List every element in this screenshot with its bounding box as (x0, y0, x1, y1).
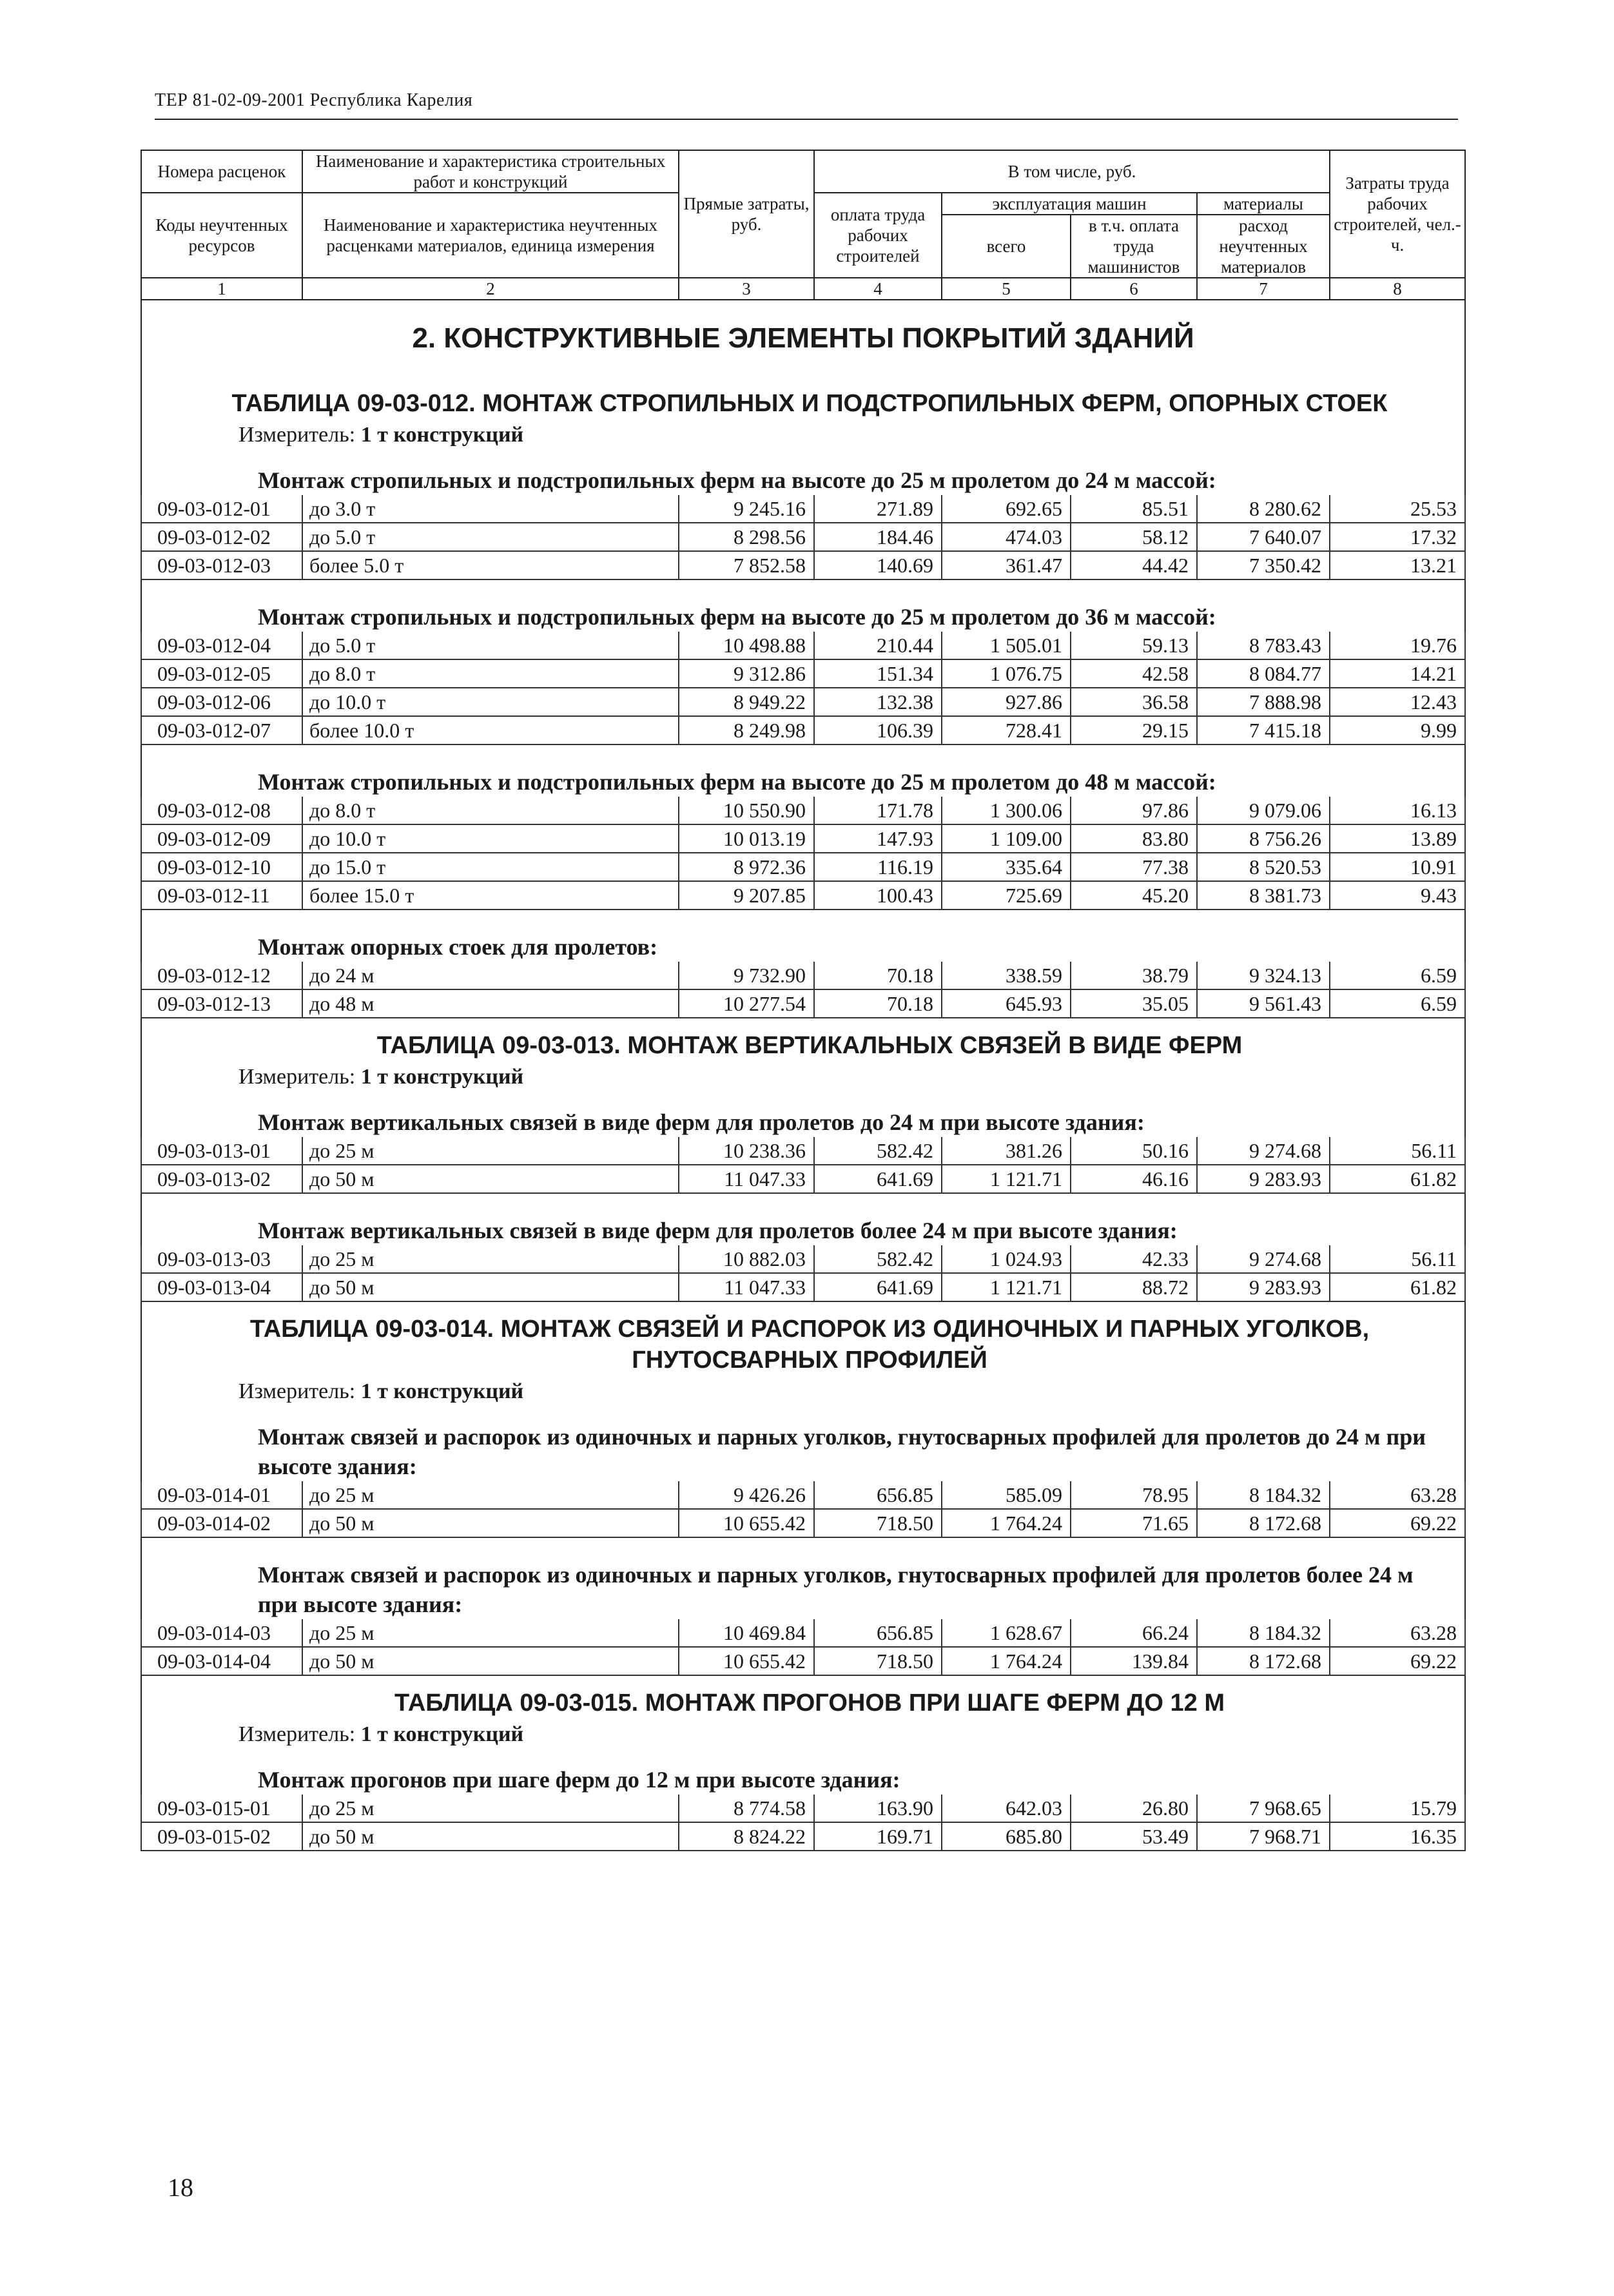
rate-code-cell: 09-03-013-01 (141, 1137, 302, 1165)
value-cell: 7 415.18 (1197, 716, 1330, 744)
price-table (141, 150, 1466, 1851)
table-row (141, 523, 1465, 551)
group-title-row (141, 1094, 1465, 1137)
value-cell: 36.58 (1071, 688, 1197, 716)
value-cell: 19.76 (1330, 632, 1465, 659)
value-cell: 7 968.71 (1197, 1822, 1330, 1851)
value-cell: 1 121.71 (942, 1273, 1071, 1301)
rate-code-cell: 09-03-012-02 (141, 523, 302, 551)
column-number: 2 (302, 278, 679, 300)
value-cell: 725.69 (942, 881, 1071, 910)
group-title-row (141, 1752, 1465, 1795)
value-cell: 9 324.13 (1197, 962, 1330, 989)
table-title: ТАБЛИЦА 09-03-012. МОНТАЖ СТРОПИЛЬНЫХ И ПОДСТРОПИЛЬНЫХ ФЕРМ, ОПОРНЫХ СТОЕК (231, 390, 1388, 417)
header-col6: в т.ч. оплата труда машинистов (1071, 215, 1197, 278)
description-cell: до 10.0 т (302, 824, 679, 853)
value-cell: 85.51 (1071, 495, 1197, 523)
value-cell: 9.43 (1330, 881, 1465, 910)
value-cell: 9 426.26 (679, 1481, 814, 1509)
value-cell: 10 655.42 (679, 1509, 814, 1537)
value-cell: 63.28 (1330, 1481, 1465, 1509)
measure-value: 1 т конструкций (360, 1065, 524, 1089)
measure-unit (142, 1718, 1464, 1752)
table-row (141, 853, 1465, 881)
value-cell: 10 882.03 (679, 1245, 814, 1273)
value-cell: 29.15 (1071, 716, 1197, 744)
description-cell: до 15.0 т (302, 853, 679, 881)
group-title-row (141, 1409, 1465, 1481)
value-cell: 147.93 (814, 824, 942, 853)
value-cell: 69.22 (1330, 1509, 1465, 1537)
running-head: ТЕР 81-02-09-2001 Республика Карелия (155, 90, 473, 110)
value-cell: 13.89 (1330, 824, 1465, 853)
value-cell: 1 628.67 (942, 1619, 1071, 1647)
value-cell: 26.80 (1071, 1795, 1197, 1822)
value-cell: 70.18 (814, 962, 942, 989)
measure-label: Измеритель: (238, 423, 356, 447)
table-row (141, 1647, 1465, 1675)
description-cell: до 5.0 т (302, 523, 679, 551)
value-cell: 8 172.68 (1197, 1647, 1330, 1675)
group-title: Монтаж прогонов при шаге ферм до 12 м при высоте здания: (258, 1767, 900, 1793)
page-number: 18 (168, 2173, 193, 2202)
value-cell: 728.41 (942, 716, 1071, 744)
value-cell: 69.22 (1330, 1647, 1465, 1675)
table-row (141, 824, 1465, 853)
value-cell: 692.65 (942, 495, 1071, 523)
description-cell: до 25 м (302, 1795, 679, 1822)
value-cell: 8 783.43 (1197, 632, 1330, 659)
value-cell: 35.05 (1071, 989, 1197, 1018)
value-cell: 78.95 (1071, 1481, 1197, 1509)
value-cell: 8 381.73 (1197, 881, 1330, 910)
measure-label: Измеритель: (238, 1722, 356, 1746)
value-cell: 10.91 (1330, 853, 1465, 881)
value-cell: 10 238.36 (679, 1137, 814, 1165)
section-title-row (141, 300, 1465, 376)
group-title: Монтаж вертикальных связей в виде ферм для пролетов до 24 м при высоте здания: (258, 1109, 1145, 1135)
value-cell: 9 561.43 (1197, 989, 1330, 1018)
value-cell: 151.34 (814, 659, 942, 688)
value-cell: 46.16 (1071, 1165, 1197, 1193)
value-cell: 13.21 (1330, 551, 1465, 579)
value-cell: 1 300.06 (942, 797, 1071, 824)
value-cell: 10 498.88 (679, 632, 814, 659)
header-col2-top: Наименование и характеристика строительных работ и конструкций (302, 150, 679, 193)
measure-label: Измеритель: (238, 1379, 356, 1403)
value-cell: 17.32 (1330, 523, 1465, 551)
description-cell: до 8.0 т (302, 659, 679, 688)
value-cell: 70.18 (814, 989, 942, 1018)
column-number: 7 (1197, 278, 1330, 300)
value-cell: 11 047.33 (679, 1165, 814, 1193)
value-cell: 10 277.54 (679, 989, 814, 1018)
value-cell: 9.99 (1330, 716, 1465, 744)
description-cell: до 25 м (302, 1245, 679, 1273)
description-cell: до 25 м (302, 1619, 679, 1647)
column-number: 6 (1071, 278, 1197, 300)
value-cell: 1 076.75 (942, 659, 1071, 688)
header-col1-bottom: Коды неучтенных ресурсов (141, 193, 302, 278)
table-row (141, 1245, 1465, 1273)
value-cell: 8 520.53 (1197, 853, 1330, 881)
value-cell: 9 312.86 (679, 659, 814, 688)
group-title: Монтаж опорных стоек для пролетов: (258, 934, 658, 960)
column-number: 3 (679, 278, 814, 300)
value-cell: 6.59 (1330, 962, 1465, 989)
value-cell: 7 852.58 (679, 551, 814, 579)
value-cell: 381.26 (942, 1137, 1071, 1165)
rate-code-cell: 09-03-012-12 (141, 962, 302, 989)
value-cell: 7 968.65 (1197, 1795, 1330, 1822)
section-title: 2. КОНСТРУКТИВНЫЕ ЭЛЕМЕНТЫ ПОКРЫТИЙ ЗДАНИЙ (141, 300, 1465, 376)
value-cell: 1 109.00 (942, 824, 1071, 853)
group-title-row (141, 744, 1465, 797)
rate-code-cell: 09-03-012-01 (141, 495, 302, 523)
header-incl: В том числе, руб. (814, 150, 1330, 193)
description-cell: до 50 м (302, 1273, 679, 1301)
measure-value: 1 т конструкций (360, 1379, 524, 1403)
rate-code-cell: 09-03-013-03 (141, 1245, 302, 1273)
value-cell: 9 207.85 (679, 881, 814, 910)
value-cell: 140.69 (814, 551, 942, 579)
header-column-numbers (141, 278, 1465, 300)
value-cell: 1 505.01 (942, 632, 1071, 659)
value-cell: 15.79 (1330, 1795, 1465, 1822)
value-cell: 642.03 (942, 1795, 1071, 1822)
header-machines: эксплуатация машин (942, 193, 1197, 215)
rate-code-cell: 09-03-013-04 (141, 1273, 302, 1301)
group-title: Монтаж связей и распорок из одиночных и парных уголков, гнутосварных профилей для пролетов более 24 м при высоте здания: (258, 1562, 1414, 1617)
value-cell: 338.59 (942, 962, 1071, 989)
value-cell: 9 274.68 (1197, 1245, 1330, 1273)
value-cell: 7 640.07 (1197, 523, 1330, 551)
rate-code-cell: 09-03-014-01 (141, 1481, 302, 1509)
value-cell: 8 756.26 (1197, 824, 1330, 853)
value-cell: 474.03 (942, 523, 1071, 551)
group-title: Монтаж связей и распорок из одиночных и парных уголков, гнутосварных профилей для пролетов до 24 м при высоте здания: (258, 1424, 1426, 1479)
value-cell: 7 350.42 (1197, 551, 1330, 579)
column-number: 1 (141, 278, 302, 300)
table-row (141, 1619, 1465, 1647)
header-col5: всего (942, 215, 1071, 278)
measure-label: Измеритель: (238, 1065, 356, 1089)
value-cell: 184.46 (814, 523, 942, 551)
value-cell: 53.49 (1071, 1822, 1197, 1851)
value-cell: 645.93 (942, 989, 1071, 1018)
rate-code-cell: 09-03-014-03 (141, 1619, 302, 1647)
value-cell: 8 084.77 (1197, 659, 1330, 688)
value-cell: 88.72 (1071, 1273, 1197, 1301)
group-title-row (141, 452, 1465, 495)
table-row (141, 716, 1465, 744)
value-cell: 100.43 (814, 881, 942, 910)
value-cell: 63.28 (1330, 1619, 1465, 1647)
table-title-row (141, 1301, 1465, 1409)
value-cell: 163.90 (814, 1795, 942, 1822)
table-title: ТАБЛИЦА 09-03-014. МОНТАЖ СВЯЗЕЙ И РАСПОРОК ИЗ ОДИНОЧНЫХ И ПАРНЫХ УГОЛКОВ, ГНУТОСВАРНЫХ ПРОФИЛЕЙ (249, 1316, 1370, 1374)
description-cell: до 25 м (302, 1137, 679, 1165)
description-cell: до 24 м (302, 962, 679, 989)
rate-code-cell: 09-03-013-02 (141, 1165, 302, 1193)
value-cell: 61.82 (1330, 1273, 1465, 1301)
value-cell: 685.80 (942, 1822, 1071, 1851)
value-cell: 641.69 (814, 1165, 942, 1193)
table-row (141, 1273, 1465, 1301)
value-cell: 8 280.62 (1197, 495, 1330, 523)
value-cell: 10 013.19 (679, 824, 814, 853)
value-cell: 10 655.42 (679, 1647, 814, 1675)
value-cell: 582.42 (814, 1245, 942, 1273)
value-cell: 585.09 (942, 1481, 1071, 1509)
header-col1-top: Номера расценок (141, 150, 302, 193)
value-cell: 11 047.33 (679, 1273, 814, 1301)
value-cell: 132.38 (814, 688, 942, 716)
value-cell: 61.82 (1330, 1165, 1465, 1193)
description-cell: более 15.0 т (302, 881, 679, 910)
header-rule (155, 119, 1458, 120)
value-cell: 8 184.32 (1197, 1481, 1330, 1509)
value-cell: 16.13 (1330, 797, 1465, 824)
value-cell: 8 972.36 (679, 853, 814, 881)
value-cell: 210.44 (814, 632, 942, 659)
value-cell: 14.21 (1330, 659, 1465, 688)
rate-code-cell: 09-03-012-13 (141, 989, 302, 1018)
value-cell: 71.65 (1071, 1509, 1197, 1537)
measure-unit (142, 1061, 1464, 1094)
column-number: 8 (1330, 278, 1465, 300)
table-title: ТАБЛИЦА 09-03-013. МОНТАЖ ВЕРТИКАЛЬНЫХ СВЯЗЕЙ В ВИДЕ ФЕРМ (376, 1032, 1243, 1059)
value-cell: 8 298.56 (679, 523, 814, 551)
group-title: Монтаж вертикальных связей в виде ферм для пролетов более 24 м при высоте здания: (258, 1218, 1178, 1243)
description-cell: более 10.0 т (302, 716, 679, 744)
rate-code-cell: 09-03-012-09 (141, 824, 302, 853)
header-materials: материалы (1197, 193, 1330, 215)
value-cell: 10 550.90 (679, 797, 814, 824)
measure-value: 1 т конструкций (360, 423, 524, 447)
table-row (141, 881, 1465, 910)
table-row (141, 495, 1465, 523)
description-cell: до 10.0 т (302, 688, 679, 716)
description-cell: более 5.0 т (302, 551, 679, 579)
table-row (141, 797, 1465, 824)
header-col4: оплата труда рабочих строителей (814, 193, 942, 278)
group-title-row (141, 1537, 1465, 1619)
group-title: Монтаж стропильных и подстропильных ферм на высоте до 25 м пролетом до 24 м массой: (258, 467, 1216, 493)
value-cell: 6.59 (1330, 989, 1465, 1018)
value-cell: 169.71 (814, 1822, 942, 1851)
header-col3: Прямые затраты, руб. (679, 150, 814, 278)
description-cell: до 25 м (302, 1481, 679, 1509)
value-cell: 8 249.98 (679, 716, 814, 744)
table-title-row (141, 1675, 1465, 1752)
value-cell: 9 283.93 (1197, 1273, 1330, 1301)
value-cell: 171.78 (814, 797, 942, 824)
table-title-row (141, 1018, 1465, 1094)
value-cell: 361.47 (942, 551, 1071, 579)
description-cell: до 3.0 т (302, 495, 679, 523)
value-cell: 718.50 (814, 1647, 942, 1675)
value-cell: 9 283.93 (1197, 1165, 1330, 1193)
value-cell: 66.24 (1071, 1619, 1197, 1647)
rate-code-cell: 09-03-012-08 (141, 797, 302, 824)
value-cell: 106.39 (814, 716, 942, 744)
description-cell: до 5.0 т (302, 632, 679, 659)
value-cell: 42.33 (1071, 1245, 1197, 1273)
measure-value: 1 т конструкций (360, 1722, 524, 1746)
value-cell: 12.43 (1330, 688, 1465, 716)
value-cell: 9 274.68 (1197, 1137, 1330, 1165)
rate-code-cell: 09-03-015-01 (141, 1795, 302, 1822)
value-cell: 582.42 (814, 1137, 942, 1165)
value-cell: 45.20 (1071, 881, 1197, 910)
rate-code-cell: 09-03-012-07 (141, 716, 302, 744)
value-cell: 718.50 (814, 1509, 942, 1537)
description-cell: до 8.0 т (302, 797, 679, 824)
price-table-document (141, 150, 1464, 1851)
value-cell: 56.11 (1330, 1137, 1465, 1165)
value-cell: 8 184.32 (1197, 1619, 1330, 1647)
description-cell: до 48 м (302, 989, 679, 1018)
rate-code-cell: 09-03-012-03 (141, 551, 302, 579)
value-cell: 9 732.90 (679, 962, 814, 989)
group-title: Монтаж стропильных и подстропильных ферм на высоте до 25 м пролетом до 48 м массой: (258, 769, 1216, 795)
value-cell: 656.85 (814, 1619, 942, 1647)
value-cell: 83.80 (1071, 824, 1197, 853)
column-number: 4 (814, 278, 942, 300)
group-title-row (141, 579, 1465, 632)
value-cell: 38.79 (1071, 962, 1197, 989)
value-cell: 1 024.93 (942, 1245, 1071, 1273)
table-row (141, 1822, 1465, 1851)
description-cell: до 50 м (302, 1165, 679, 1193)
header-col2-bottom: Наименование и характеристика неучтенных расценками материалов, единица измерения (302, 193, 679, 278)
measure-unit (142, 419, 1464, 452)
value-cell: 16.35 (1330, 1822, 1465, 1851)
value-cell: 58.12 (1071, 523, 1197, 551)
table-row (141, 962, 1465, 989)
value-cell: 9 079.06 (1197, 797, 1330, 824)
table-title: ТАБЛИЦА 09-03-015. МОНТАЖ ПРОГОНОВ ПРИ ШАГЕ ФЕРМ ДО 12 М (394, 1689, 1225, 1717)
value-cell: 116.19 (814, 853, 942, 881)
value-cell: 77.38 (1071, 853, 1197, 881)
value-cell: 97.86 (1071, 797, 1197, 824)
table-row (141, 688, 1465, 716)
group-title-row (141, 1193, 1465, 1245)
value-cell: 42.58 (1071, 659, 1197, 688)
value-cell: 8 774.58 (679, 1795, 814, 1822)
value-cell: 1 121.71 (942, 1165, 1071, 1193)
rate-code-cell: 09-03-012-04 (141, 632, 302, 659)
rate-code-cell: 09-03-012-10 (141, 853, 302, 881)
value-cell: 271.89 (814, 495, 942, 523)
value-cell: 25.53 (1330, 495, 1465, 523)
value-cell: 8 824.22 (679, 1822, 814, 1851)
value-cell: 139.84 (1071, 1647, 1197, 1675)
value-cell: 8 949.22 (679, 688, 814, 716)
group-title-row (141, 910, 1465, 962)
group-title: Монтаж стропильных и подстропильных ферм на высоте до 25 м пролетом до 36 м массой: (258, 604, 1216, 630)
value-cell: 44.42 (1071, 551, 1197, 579)
table-title-row (141, 376, 1465, 452)
rate-code-cell: 09-03-014-02 (141, 1509, 302, 1537)
table-row (141, 989, 1465, 1018)
header-col8: Затраты труда рабочих строителей, чел.-ч. (1330, 150, 1465, 278)
measure-unit (142, 1376, 1464, 1409)
table-row (141, 659, 1465, 688)
value-cell: 56.11 (1330, 1245, 1465, 1273)
rate-code-cell: 09-03-014-04 (141, 1647, 302, 1675)
description-cell: до 50 м (302, 1647, 679, 1675)
table-row (141, 1509, 1465, 1537)
column-number: 5 (942, 278, 1071, 300)
rate-code-cell: 09-03-012-11 (141, 881, 302, 910)
value-cell: 641.69 (814, 1273, 942, 1301)
value-cell: 927.86 (942, 688, 1071, 716)
rate-code-cell: 09-03-015-02 (141, 1822, 302, 1851)
value-cell: 9 245.16 (679, 495, 814, 523)
description-cell: до 50 м (302, 1822, 679, 1851)
table-row (141, 1795, 1465, 1822)
table-row (141, 1481, 1465, 1509)
description-cell: до 50 м (302, 1509, 679, 1537)
table-row (141, 1165, 1465, 1193)
value-cell: 335.64 (942, 853, 1071, 881)
rate-code-cell: 09-03-012-05 (141, 659, 302, 688)
value-cell: 1 764.24 (942, 1509, 1071, 1537)
value-cell: 8 172.68 (1197, 1509, 1330, 1537)
header-col7: расход неучтенных материалов (1197, 215, 1330, 278)
value-cell: 1 764.24 (942, 1647, 1071, 1675)
value-cell: 59.13 (1071, 632, 1197, 659)
value-cell: 7 888.98 (1197, 688, 1330, 716)
value-cell: 50.16 (1071, 1137, 1197, 1165)
rate-code-cell: 09-03-012-06 (141, 688, 302, 716)
value-cell: 10 469.84 (679, 1619, 814, 1647)
table-row (141, 632, 1465, 659)
table-row (141, 551, 1465, 579)
table-row (141, 1137, 1465, 1165)
value-cell: 656.85 (814, 1481, 942, 1509)
